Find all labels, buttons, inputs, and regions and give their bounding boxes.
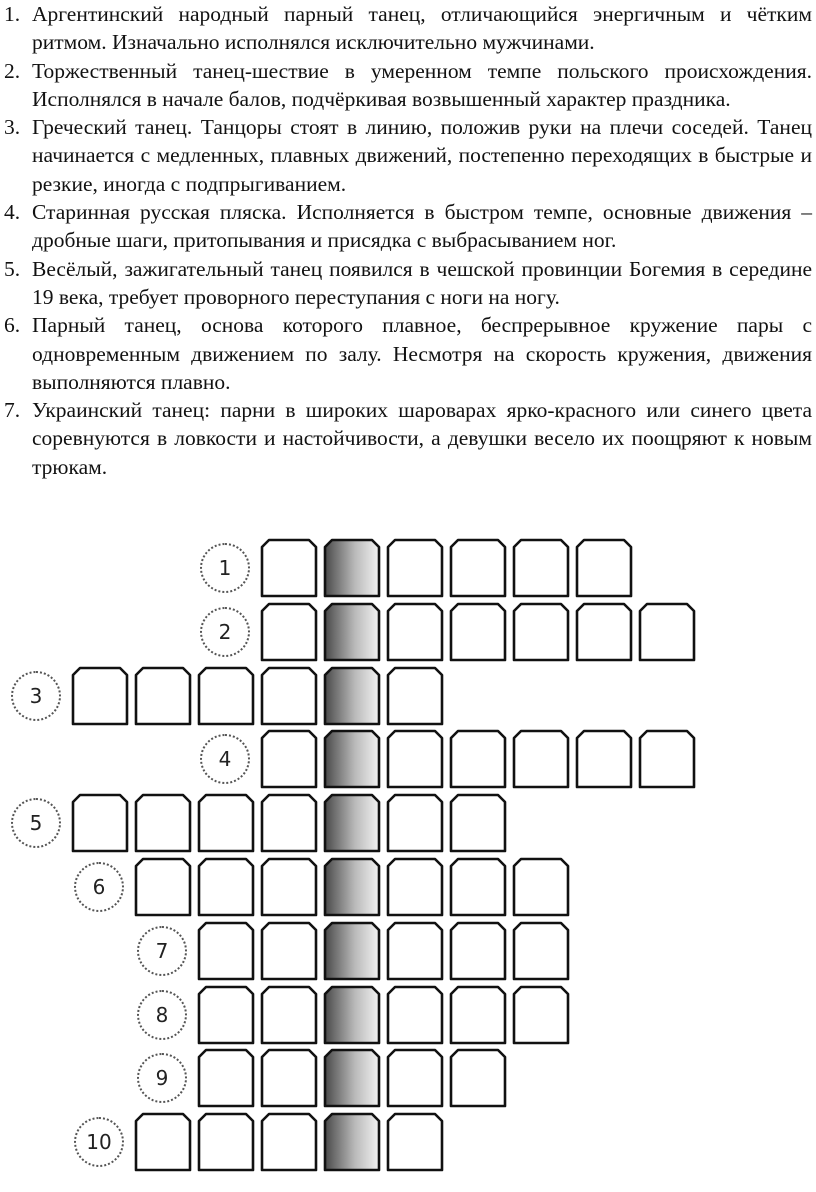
crossword-key-cell[interactable] [323, 921, 381, 981]
crossword-cell[interactable] [512, 602, 570, 662]
crossword-cell[interactable] [197, 857, 255, 917]
crossword-cell[interactable] [386, 538, 444, 598]
clue-text: Старинная русская пляска. Исполняется в быстром темпе, основные движения – дробные шаги, притопывания и присядка с выбрасыванием ног. [32, 200, 812, 253]
crossword-row [0, 602, 816, 666]
crossword-row [0, 538, 816, 602]
crossword-key-cell[interactable] [323, 666, 381, 726]
crossword-cell[interactable] [512, 857, 570, 917]
crossword-cell[interactable] [512, 538, 570, 598]
crossword-row [0, 729, 816, 793]
crossword-cell[interactable] [386, 921, 444, 981]
crossword-key-cell[interactable] [323, 538, 381, 598]
crossword-key-cell[interactable] [323, 1112, 381, 1172]
clue-number: 3. [4, 115, 21, 140]
crossword-cell[interactable] [449, 538, 507, 598]
crossword-cell[interactable] [197, 985, 255, 1045]
crossword-row [0, 857, 816, 921]
clue-number: 1. [4, 2, 21, 26]
crossword-row [0, 1112, 816, 1176]
crossword-cell[interactable] [512, 729, 570, 789]
crossword-row [0, 985, 816, 1049]
crossword-cell[interactable] [197, 793, 255, 853]
crossword-key-cell[interactable] [323, 1048, 381, 1108]
crossword-cell[interactable] [449, 602, 507, 662]
crossword-cell[interactable] [512, 985, 570, 1045]
crossword-key-cell[interactable] [323, 793, 381, 853]
crossword-cell[interactable] [260, 985, 318, 1045]
crossword-cell[interactable] [260, 921, 318, 981]
crossword-cell[interactable] [260, 602, 318, 662]
clue-number: 6. [4, 313, 21, 338]
crossword-cell[interactable] [260, 666, 318, 726]
crossword-cell[interactable] [260, 1048, 318, 1108]
crossword-cell[interactable] [260, 729, 318, 789]
crossword-cell[interactable] [197, 921, 255, 981]
crossword-cell[interactable] [575, 602, 633, 662]
crossword-cell[interactable] [260, 793, 318, 853]
crossword-cell[interactable] [386, 793, 444, 853]
crossword-cell[interactable] [386, 1112, 444, 1172]
crossword-cell[interactable] [197, 1048, 255, 1108]
crossword-cell[interactable] [260, 538, 318, 598]
crossword-key-cell[interactable] [323, 602, 381, 662]
crossword-cell[interactable] [449, 793, 507, 853]
crossword-cell[interactable] [386, 857, 444, 917]
clue-text: Весёлый, зажигательный танец появился в чешской провинции Богемия в середине 19 века, требует проворного переступания с ноги на ногу. [32, 256, 812, 309]
crossword-cell[interactable] [386, 985, 444, 1045]
crossword-cell[interactable] [134, 857, 192, 917]
row-number-badge: 9 [137, 1053, 187, 1103]
crossword-key-cell[interactable] [323, 985, 381, 1045]
crossword-row [0, 666, 816, 730]
crossword-key-cell[interactable] [323, 729, 381, 789]
clue-text: Греческий танец. Танцоры стоят в линию, положив руки на плечи соседей. Танец начинается с медленных, плавных движений, постепенно переходящих в быстрые и резкие, иногда с подпрыгиванием. [32, 115, 812, 196]
clue-number: 5. [4, 256, 21, 281]
crossword-cell[interactable] [449, 729, 507, 789]
crossword-cell[interactable] [638, 729, 696, 789]
clue-number: 7. [4, 398, 21, 423]
crossword-cell[interactable] [449, 921, 507, 981]
crossword-cell[interactable] [386, 729, 444, 789]
row-number-badge: 2 [200, 607, 250, 657]
row-number-badge: 5 [11, 798, 61, 848]
clue-text: Аргентинский народный парный танец, отличающийся энергичным и чётким ритмом. Изначально исполнялся исключительно мужчинами. [32, 2, 812, 55]
crossword-row [0, 793, 816, 857]
crossword-cell[interactable] [260, 857, 318, 917]
crossword-cell[interactable] [386, 602, 444, 662]
crossword-cell[interactable] [386, 666, 444, 726]
crossword-cell[interactable] [449, 1048, 507, 1108]
crossword-cell[interactable] [449, 857, 507, 917]
crossword-key-cell[interactable] [323, 857, 381, 917]
crossword-cell[interactable] [575, 538, 633, 598]
crossword-row [0, 1048, 816, 1112]
clue-number: 4. [4, 200, 21, 225]
crossword-cell[interactable] [260, 1112, 318, 1172]
row-number-badge: 3 [11, 671, 61, 721]
crossword-cell[interactable] [71, 666, 129, 726]
clue-text: Украинский танец: парни в широких шароварах ярко-красного или синего цвета соревнуются в ловкости и настойчивости, а девушки весело их поощряют к новым трюкам. [32, 398, 812, 479]
crossword-cell[interactable] [197, 1112, 255, 1172]
crossword-cell[interactable] [575, 729, 633, 789]
row-number-badge: 10 [74, 1117, 124, 1167]
row-number-badge: 8 [137, 990, 187, 1040]
crossword-cell[interactable] [134, 793, 192, 853]
crossword-cell[interactable] [512, 921, 570, 981]
row-number-badge: 4 [200, 734, 250, 784]
crossword-cell[interactable] [197, 666, 255, 726]
clue-text: Парный танец, основа которого плавное, беспрерывное кружение пары с одновременным движением по залу. Несмотря на скорость кружения, движения выполняются плавно. [32, 313, 812, 394]
crossword-cell[interactable] [134, 1112, 192, 1172]
clue-number: 2. [4, 58, 21, 83]
crossword-cell[interactable] [134, 666, 192, 726]
clue-text: Торжественный танец-шествие в умеренном темпе польского происхождения. Исполнялся в начале балов, подчёркивая возвышенный характер праздника. [32, 58, 812, 111]
crossword-cell[interactable] [449, 985, 507, 1045]
row-number-badge: 7 [137, 926, 187, 976]
row-number-badge: 6 [74, 862, 124, 912]
crossword-cell[interactable] [71, 793, 129, 853]
row-number-badge: 1 [200, 543, 250, 593]
crossword-row [0, 921, 816, 985]
crossword-cell[interactable] [638, 602, 696, 662]
crossword-cell[interactable] [386, 1048, 444, 1108]
